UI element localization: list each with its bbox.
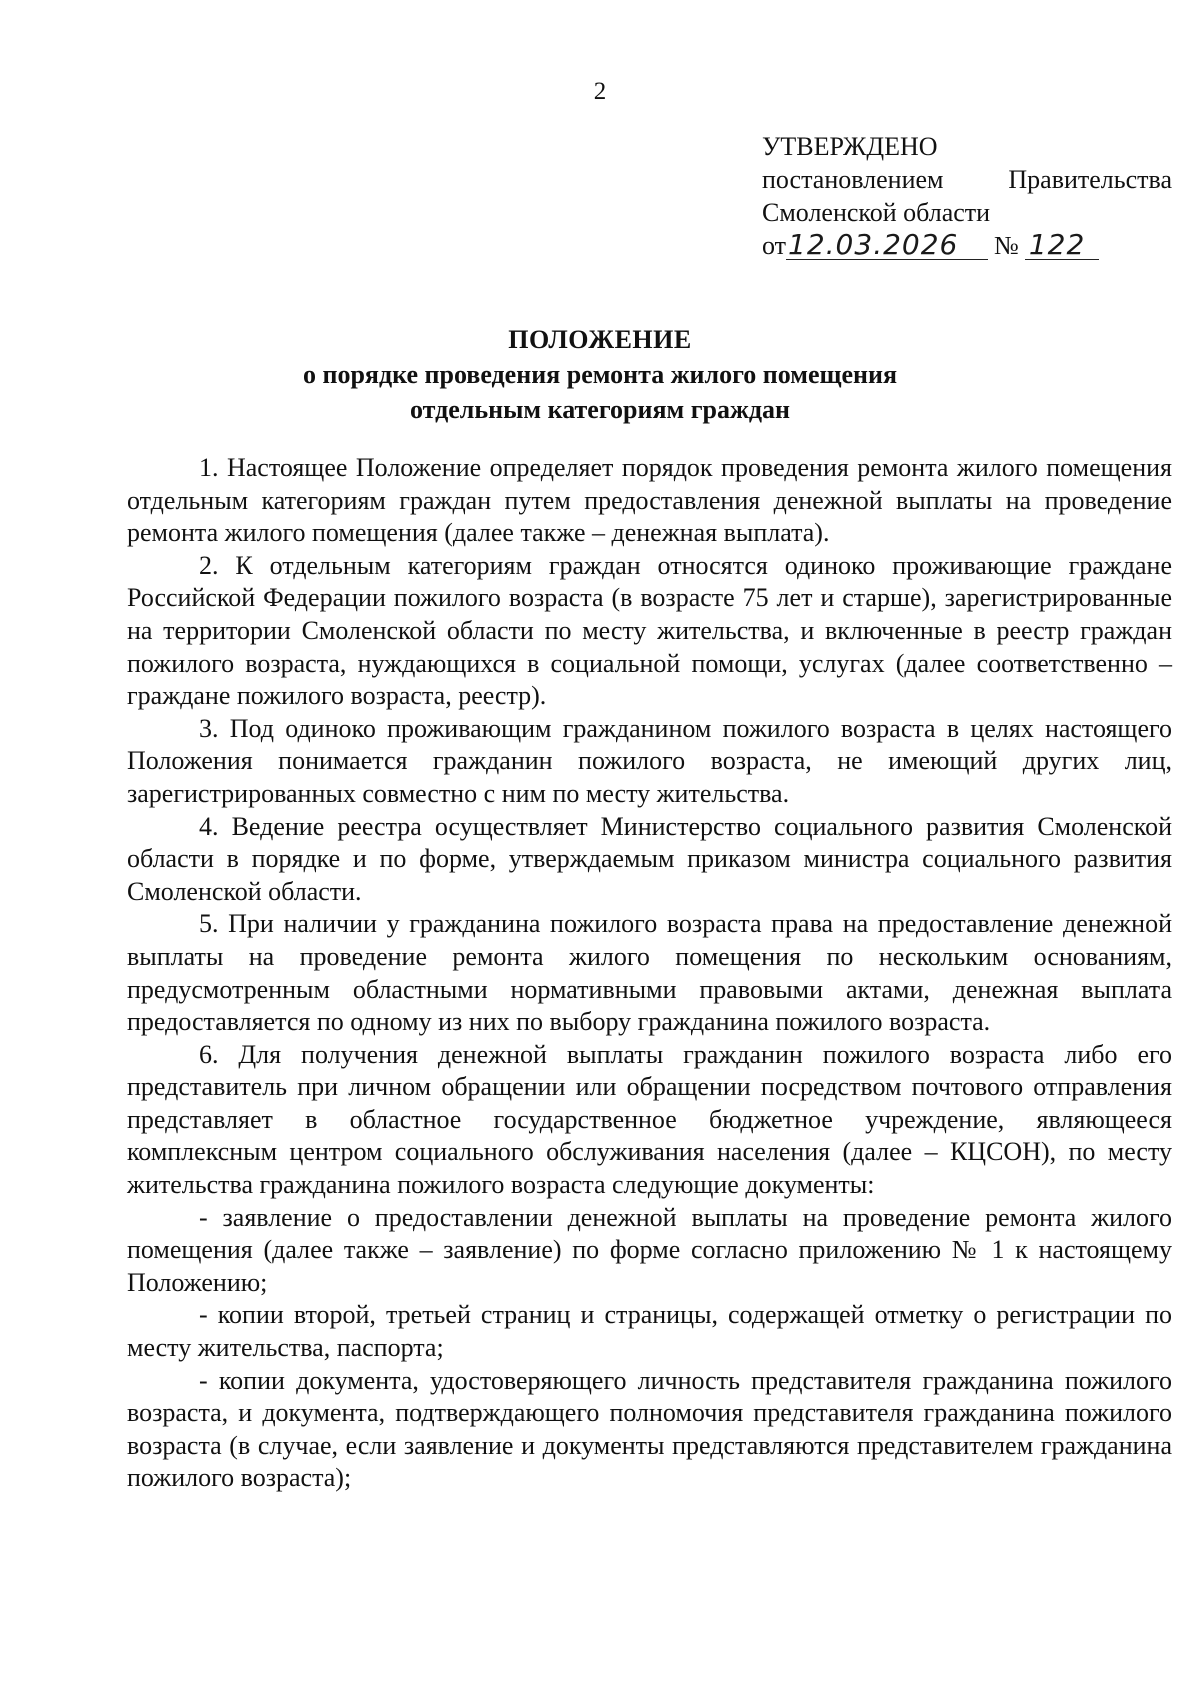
approval-heading: УТВЕРЖДЕНО [762,132,938,161]
list-item-application: - заявление о предоставлении денежной выплаты на проведение ремонта жилого помещения (далее также – заявление) по форме согласно приложению № 1 к настоящему Положению; [127,1202,1172,1297]
approval-issuer-left: постановлением [762,165,944,194]
approval-issuer-right: Правительства [1008,165,1172,194]
paragraph-3: 3. Под одиноко проживающим гражданином пожилого возраста в целях настоящего Положения понимается гражданин пожилого возраста, не имеющий других лиц, зарегистрированных совместно с ним по месту жительства. [127,713,1172,808]
list-item-passport-copies: - копии второй, третьей страниц и страницы, содержащей отметку о регистрации по месту жительства, паспорта; [127,1300,1172,1363]
approval-region: Смоленской области [762,198,991,227]
paragraph-4: 4. Ведение реестра осуществляет Министерство социального развития Смоленской области в порядке и по форме, утверждаемым приказом министра социального развития Смоленской области. [127,811,1172,906]
list-item-representative-documents: - копии документа, удостоверяющего личность представителя гражданина пожилого возраста, и документа, подтверждающего полномочия представителя гражданина пожилого возраста (в случае, если заявление и документы представляются представителем гражданина пожилого возраста); [127,1365,1172,1493]
approval-number-handwritten: 122 [1025,231,1099,260]
paragraph-5: 5. При наличии у гражданина пожилого возраста права на предоставление денежной выплаты на проведение ремонта жилого помещения по нескольким основаниям, предусмотренным областными нормативными правовыми актами, денежная выплата предоставляется по одному из них по выбору гражданина пожилого возраста. [127,909,1172,1037]
document-body [127,452,1172,1495]
page-number: 2 [593,78,607,105]
paragraph-2: 2. К отдельным категориям граждан относятся одиноко проживающие граждане Российской Федерации пожилого возраста (в возрасте 75 лет и старше), зарегистрированные на территории Смоленской области по месту жительства, и включенные в реестр граждан пожилого возраста, нуждающихся в социальной помощи, услугах (далее соответственно – граждане пожилого возраста, реестр). [127,550,1172,711]
paragraph-6: 6. Для получения денежной выплаты гражданин пожилого возраста либо его представитель при личном обращении или обращении посредством почтового отправления представляет в областное государственное бюджетное учреждение, являющееся комплексным центром социального обслуживания населения (далее – КЦСОН), по месту жительства гражданина пожилого возраста следующие документы: [127,1039,1172,1200]
document-title [0,322,1200,427]
title-main: ПОЛОЖЕНИЕ [508,325,692,354]
approval-issuer-line [762,163,1172,196]
title-subtitle-line1: о порядке проведения ремонта жилого помещения [302,360,898,389]
title-subtitle-line2: отдельным категориям граждан [410,395,790,424]
date-prefix: от [762,231,787,260]
number-prefix: № [994,231,1019,260]
paragraph-1: 1. Настоящее Положение определяет порядок проведения ремонта жилого помещения отдельным категориям граждан путем предоставления денежной выплаты на проведение ремонта жилого помещения (далее также – денежная выплата). [127,453,1172,548]
approval-date-row [762,229,1172,262]
approval-date-handwritten: 12.03.2026 [786,231,988,260]
approval-stamp [762,130,1172,262]
